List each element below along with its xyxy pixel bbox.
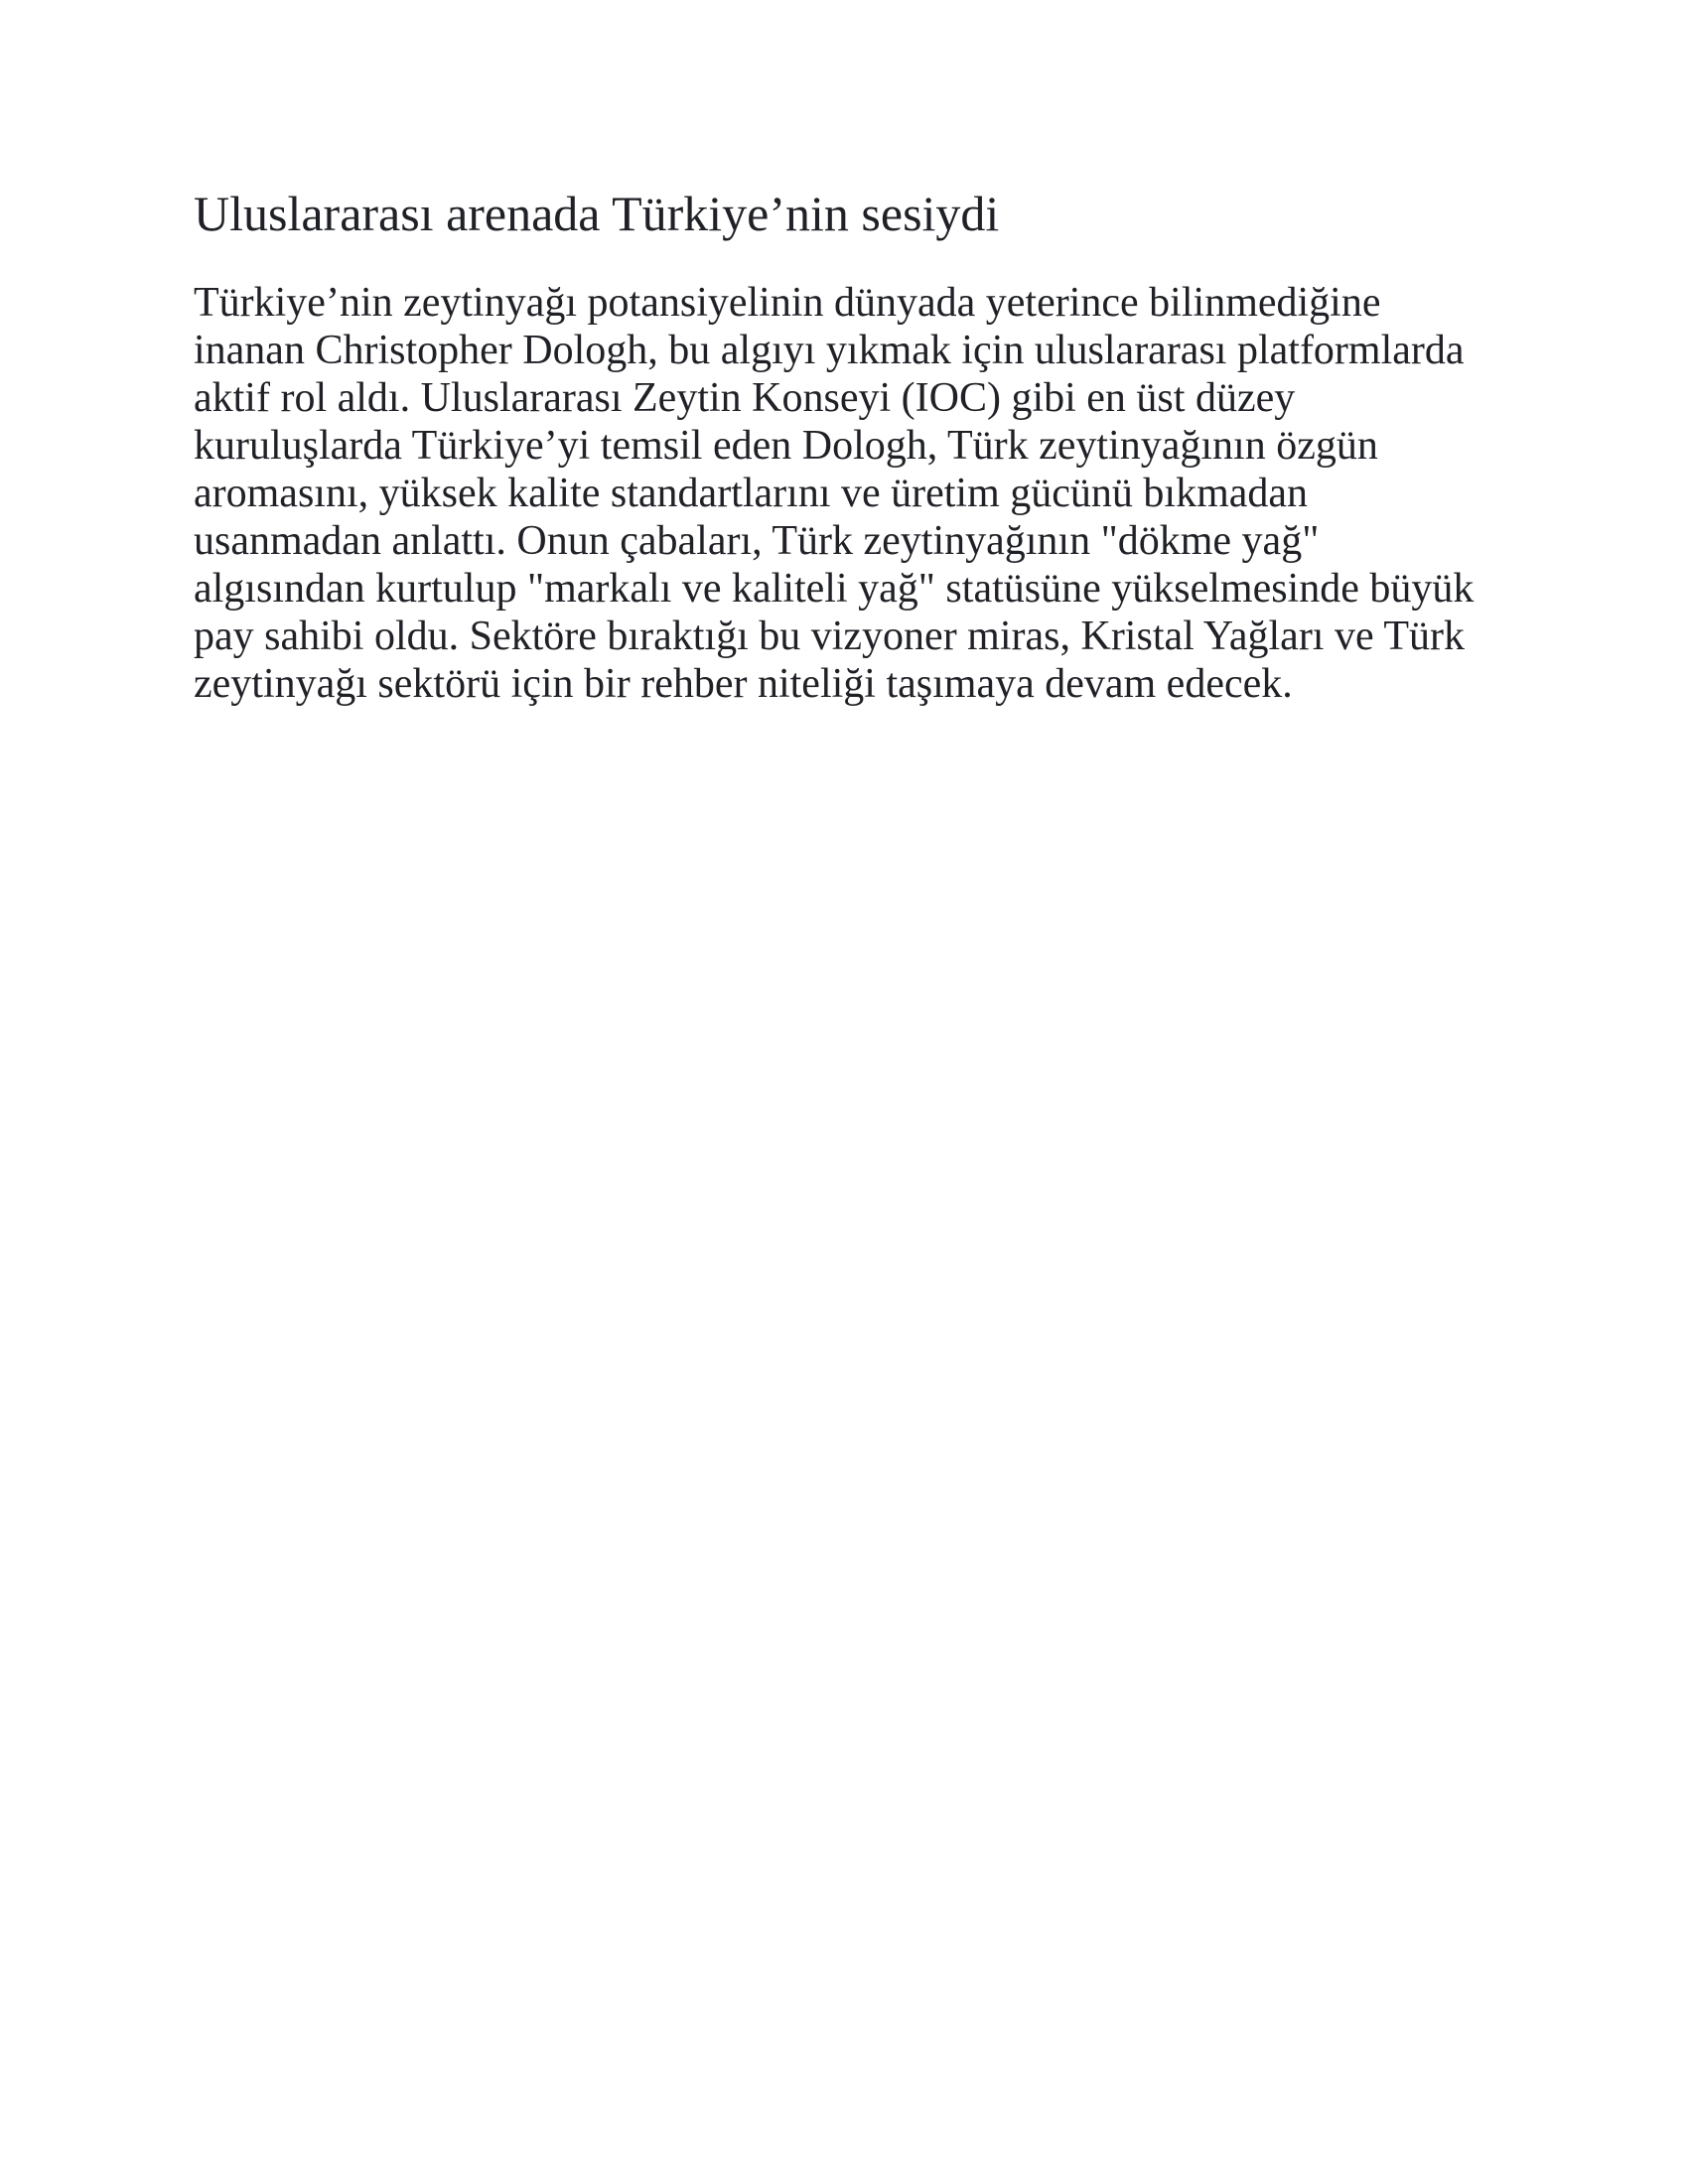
document-heading: Uluslararası arenada Türkiye’nin sesiydi xyxy=(194,186,1000,241)
document-paragraph: Türkiye’nin zeytinyağı potansiyelinin dünyada yeterince bilinmediğine inanan Christopher Dologh, bu algıyı yıkmak için uluslararası platformlarda aktif rol aldı. Uluslararası Zeytin Konseyi (IOC) gibi en üst düzey kuruluşlarda Türkiye’yi temsil eden Dologh, Türk zeytinyağının özgün aromasını, yüksek kalite standartlarını ve üretim gücünü bıkmadan usanmadan anlattı. Onun çabaları, Türk zeytinyağının "dökme yağ" algısından kurtulup "markalı ve kaliteli yağ" statüsüne yükselmesinde büyük pay sahibi oldu. Sektöre bıraktığı bu vizyoner miras, Kristal Yağları ve Türk zeytinyağı sektörü için bir rehber niteliği taşımaya devam edecek. xyxy=(194,280,1475,707)
document-content xyxy=(194,184,1488,708)
